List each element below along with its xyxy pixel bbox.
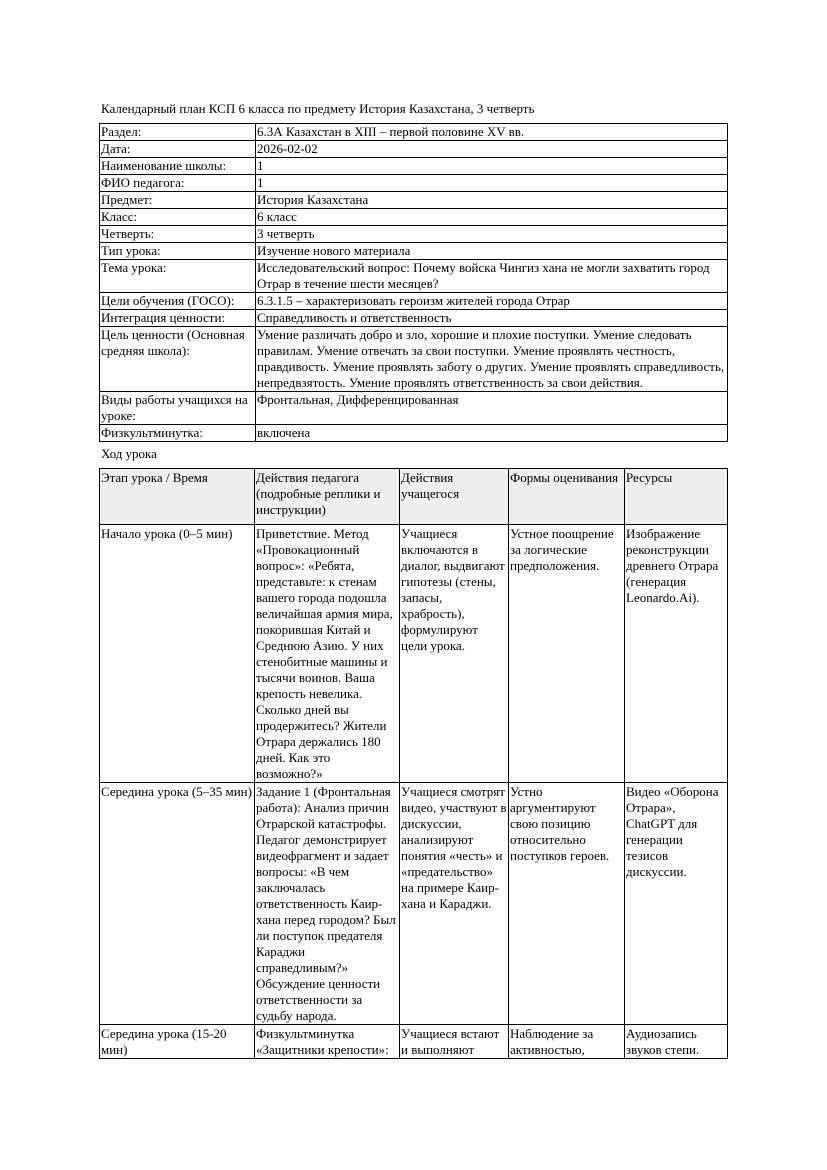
info-row	[100, 158, 728, 175]
course-row	[100, 525, 728, 783]
info-label: Виды работы учащихся на уроке:	[100, 392, 256, 425]
info-row	[100, 293, 728, 310]
course-cell: Наблюдение за активностью,	[509, 1025, 625, 1059]
course-title: Ход урока	[101, 446, 157, 461]
course-cell: Середина урока (15-20 мин)	[100, 1025, 255, 1059]
info-label: Четверть:	[100, 226, 256, 243]
info-label: Класс:	[100, 209, 256, 226]
info-value: 6 класс	[256, 209, 728, 226]
course-header-cell: Ресурсы	[625, 469, 728, 525]
info-value: Справедливость и ответственность	[256, 310, 728, 327]
course-cell: Задание 1 (Фронтальная работа): Анализ причин Отрарской катастрофы. Педагог демонстрирует видеофрагмент и задает вопросы: «В чем заключалась ответственность Каир-хана перед городом? Был ли поступок предателя Караджи справедливым?» Обсуждение ценности ответственности за судьбу народа.	[255, 783, 400, 1025]
info-row	[100, 392, 728, 425]
info-label: ФИО педагога:	[100, 175, 256, 192]
info-row	[100, 226, 728, 243]
course-cell: Аудиозапись звуков степи.	[625, 1025, 728, 1059]
info-row	[100, 209, 728, 226]
info-label: Тип урока:	[100, 243, 256, 260]
info-value: 2026-02-02	[256, 141, 728, 158]
info-value: 6.3.1.5 – характеризовать героизм жителей города Отрар	[256, 293, 728, 310]
info-row	[100, 327, 728, 392]
info-row	[100, 310, 728, 327]
course-cell: Учащиеся включаются в диалог, выдвигают гипотезы (стены, запасы, храбрость), формулируют цели урока.	[400, 525, 509, 783]
course-header-cell: Действия учащегося	[400, 469, 509, 525]
course-row	[100, 1025, 728, 1059]
course-cell: Физкультминутка «Защитники крепости»:	[255, 1025, 400, 1059]
info-label: Предмет:	[100, 192, 256, 209]
course-row	[100, 783, 728, 1025]
info-table	[99, 123, 728, 442]
info-value: Изучение нового материала	[256, 243, 728, 260]
course-cell: Видео «Оборона Отрара», ChatGPT для генерации тезисов дискуссии.	[625, 783, 728, 1025]
info-label: Физкультминутка:	[100, 425, 256, 442]
course-header-cell: Этап урока / Время	[100, 469, 255, 525]
info-row	[100, 175, 728, 192]
course-cell: Приветствие. Метод «Провокационный вопрос»: «Ребята, представьте: к стенам вашего города подошла величайшая армия мира, покорившая Китай и Среднюю Азию. У них стенобитные машины и тысячи воинов. Ваша крепость невелика. Сколько дней вы продержитесь? Жители Отрара держались 180 дней. Как это возможно?»	[255, 525, 400, 783]
info-row	[100, 141, 728, 158]
info-value: Фронтальная, Дифференцированная	[256, 392, 728, 425]
info-label: Цель ценности (Основная средняя школа):	[100, 327, 256, 392]
info-value: Исследовательский вопрос: Почему войска Чингиз хана не могли захватить город Отрар в течение шести месяцев?	[256, 260, 728, 293]
course-cell: Устное поощрение за логические предположения.	[509, 525, 625, 783]
course-header-cell: Действия педагога (подробные реплики и инструкции)	[255, 469, 400, 525]
info-row	[100, 260, 728, 293]
info-value: 1	[256, 158, 728, 175]
info-label: Наименование школы:	[100, 158, 256, 175]
course-cell: Устно аргументируют свою позицию относительно поступков героев.	[509, 783, 625, 1025]
info-value: 6.3А Казахстан в XIII – первой половине XV вв.	[256, 124, 728, 141]
info-value: включена	[256, 425, 728, 442]
info-label: Интеграция ценности:	[100, 310, 256, 327]
course-table	[99, 468, 728, 1059]
course-cell: Учащиеся встают и выполняют	[400, 1025, 509, 1059]
course-header-cell: Формы оценивания	[509, 469, 625, 525]
course-cell: Изображение реконструкции древнего Отрара (генерация Leonardo.Ai).	[625, 525, 728, 783]
info-row	[100, 124, 728, 141]
info-value: Умение различать добро и зло, хорошие и плохие поступки. Умение следовать правилам. Умение отвечать за свои поступки. Умение проявлять честность, правдивость. Умение проявлять заботу о других. Умение проявлять справедливость, непредвзятость. Умение проявлять ответственность за свои действия.	[256, 327, 728, 392]
info-label: Раздел:	[100, 124, 256, 141]
info-value: 3 четверть	[256, 226, 728, 243]
info-value: История Казахстана	[256, 192, 728, 209]
info-row	[100, 243, 728, 260]
page-title: Календарный план КСП 6 класса по предмету История Казахстана, 3 четверть	[101, 101, 535, 116]
course-cell: Середина урока (5–35 мин)	[100, 783, 255, 1025]
info-row	[100, 192, 728, 209]
info-label: Дата:	[100, 141, 256, 158]
info-row	[100, 425, 728, 442]
course-cell: Начало урока (0–5 мин)	[100, 525, 255, 783]
info-label: Тема урока:	[100, 260, 256, 293]
course-cell: Учащиеся смотрят видео, участвуют в дискуссии, анализируют понятия «честь» и «предательство» на примере Каир-хана и Караджи.	[400, 783, 509, 1025]
course-header-row	[100, 469, 728, 525]
info-label: Цели обучения (ГОСО):	[100, 293, 256, 310]
info-value: 1	[256, 175, 728, 192]
